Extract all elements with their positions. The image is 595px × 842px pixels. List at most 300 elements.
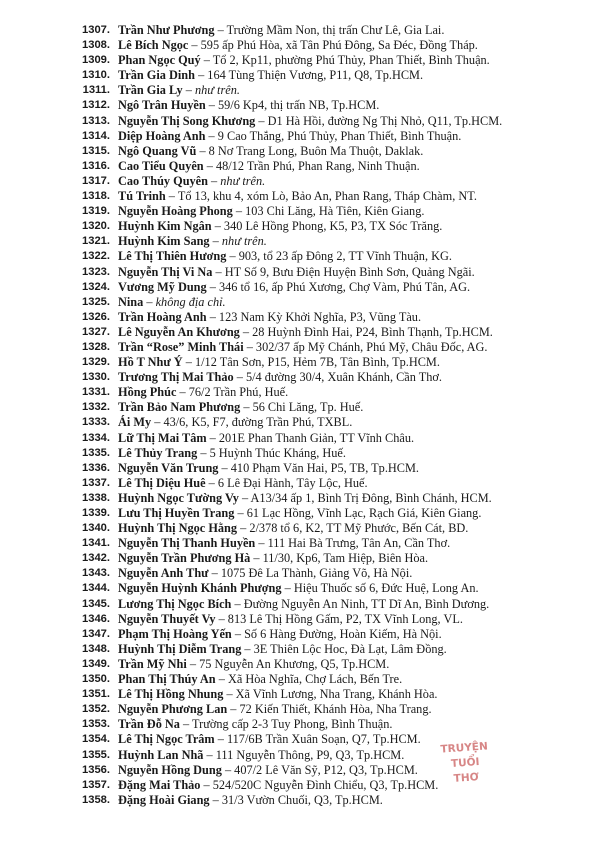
entry-separator: – <box>182 355 195 370</box>
entry-separator: – <box>196 143 209 158</box>
entry-body <box>118 295 585 310</box>
entry-separator: – <box>215 672 228 687</box>
entry-number: 1314. <box>82 129 110 142</box>
list-item <box>0 748 595 763</box>
entry-separator: – <box>200 777 213 792</box>
entry-number: 1324. <box>82 280 110 293</box>
entry-body <box>118 23 585 38</box>
entry-address: 103 Chi Lăng, Hà Tiên, Kiên Giang. <box>245 204 425 219</box>
list-item <box>0 310 595 325</box>
entry-separator: – <box>227 702 240 717</box>
entry-body <box>118 702 585 717</box>
entry-address: 8 Nơ Trang Long, Buôn Ma Thuột, Daklak. <box>208 143 424 158</box>
entry-body <box>118 476 585 491</box>
entry-name: Phạm Thị Hoàng Yến <box>118 626 232 641</box>
entry-name: Hồng Phúc <box>118 385 177 400</box>
list-item <box>0 280 595 295</box>
entry-address: 31/3 Vườn Chuối, Q3, Tp.HCM. <box>221 792 383 807</box>
entry-number: 1340. <box>82 522 110 535</box>
entry-name: Trần Gia Dinh <box>118 68 195 83</box>
entry-number: 1322. <box>82 250 110 263</box>
entry-name: Diệp Hoàng Anh <box>118 128 206 143</box>
entry-separator: – <box>238 490 251 505</box>
entry-separator: – <box>188 38 201 53</box>
entry-separator: – <box>214 732 227 747</box>
entry-number: 1329. <box>82 356 110 369</box>
entry-note: không địa chỉ. <box>155 294 226 309</box>
entry-separator: – <box>221 762 235 777</box>
entry-name: Lữ Thị Mai Tâm <box>118 430 207 445</box>
list-item <box>0 597 595 612</box>
entry-name: Nina <box>118 294 144 309</box>
list-item <box>0 68 595 83</box>
entry-separator: – <box>205 475 218 490</box>
entry-address: Xã Hòa Nghĩa, Chợ Lách, Bến Tre. <box>227 672 403 687</box>
entry-body <box>118 325 585 340</box>
entry-address: 1075 Đê La Thành, Giảng Võ, Hà Nội. <box>220 566 413 581</box>
entry-name: Đặng Hoài Giang <box>118 792 210 807</box>
entry-body <box>118 68 585 83</box>
entry-body <box>118 38 585 53</box>
list-item <box>0 506 595 521</box>
list-item <box>0 38 595 53</box>
entry-address: 72 Kiến Thiết, Khánh Hòa, Nha Trang. <box>239 702 432 717</box>
entry-address: Tổ 2, Kp11, phường Phú Thủy, Phan Thiết, Bình Thuận. <box>212 53 490 68</box>
entry-name: Huỳnh Kim Ngân <box>118 219 212 234</box>
entry-number: 1312. <box>82 99 110 112</box>
entry-separator: – <box>233 370 246 385</box>
entry-number: 1320. <box>82 220 110 233</box>
entry-name: Tú Trinh <box>118 189 166 204</box>
entry-number: 1311. <box>82 84 110 97</box>
watermark-line-2: TUỔI THƠ <box>450 756 480 785</box>
entry-number: 1358. <box>82 793 110 806</box>
entry-number: 1342. <box>82 552 110 565</box>
entry-separator: – <box>214 23 227 37</box>
entry-address: 340 Lê Hồng Phong, K5, P3, TX Sóc Trăng. <box>223 219 443 234</box>
entry-name: Nguyễn Hồng Dung <box>118 762 222 777</box>
entry-body <box>118 189 585 204</box>
entry-name: Trần Bảo Nam Phương <box>118 400 241 415</box>
list-item <box>0 355 595 370</box>
entry-name: Huỳnh Thị Diễm Trang <box>118 641 242 656</box>
list-item <box>0 219 595 234</box>
entry-body <box>118 144 585 159</box>
entry-address: 59/6 Kp4, thị trấn NB, Tp.HCM. <box>217 98 380 113</box>
entry-separator: – <box>223 687 236 702</box>
list-item <box>0 415 595 430</box>
entry-separator: – <box>205 98 218 113</box>
entry-number: 1315. <box>82 144 110 157</box>
list-item <box>0 385 595 400</box>
entry-name: Phan Thị Thúy An <box>118 672 216 687</box>
entry-name: Lê Thị Diệu Huê <box>118 475 206 490</box>
list-item <box>0 732 595 747</box>
entry-body <box>118 114 585 129</box>
entry-separator: – <box>186 656 200 671</box>
entry-number: 1338. <box>82 491 110 504</box>
entry-name: Nguyễn Văn Trung <box>118 460 219 475</box>
entry-number: 1336. <box>82 461 110 474</box>
entry-separator: – <box>209 792 222 807</box>
entry-name: Trần “Rose” Minh Thái <box>118 339 244 354</box>
entry-number: 1355. <box>82 748 110 761</box>
entry-separator: – <box>255 536 268 551</box>
entry-address: 5 Huỳnh Thúc Kháng, Huế. <box>209 445 346 460</box>
entry-name: Ngô Quang Vũ <box>118 143 197 158</box>
entry-body <box>118 778 585 793</box>
entry-separator: – <box>195 68 208 83</box>
entry-number: 1325. <box>82 295 110 308</box>
entry-list <box>0 23 595 808</box>
entry-address: 1/12 Tân Sơn, P15, Hẻm 7B, Tân Bình, Tp.HCM. <box>194 355 440 370</box>
entry-address: 410 Phạm Văn Hai, P5, TB, Tp.HCM. <box>230 460 419 475</box>
list-item <box>0 687 595 702</box>
entry-body <box>118 687 585 702</box>
entry-address: Hiệu Thuốc số 6, Đức Huệ, Long An. <box>293 581 479 596</box>
entry-separator: – <box>234 506 247 520</box>
list-item <box>0 672 595 687</box>
entry-name: Trần Mỹ Nhi <box>118 656 187 671</box>
list-item <box>0 446 595 461</box>
entry-body <box>118 732 585 747</box>
entry-separator: – <box>226 249 239 264</box>
list-item <box>0 144 595 159</box>
entry-separator: – <box>209 234 222 249</box>
entry-number: 1354. <box>82 733 110 746</box>
entry-name: Lương Thị Ngọc Bích <box>118 596 232 611</box>
list-item <box>0 53 595 68</box>
entry-address: D1 Hà Hồi, đường Ng Thị Nhỏ, Q11, Tp.HCM. <box>267 113 503 128</box>
entry-name: Nguyễn Phương Lan <box>118 702 228 717</box>
entry-separator: – <box>205 128 218 143</box>
entry-separator: – <box>206 430 219 445</box>
list-item <box>0 98 595 113</box>
list-item <box>0 83 595 98</box>
entry-number: 1356. <box>82 763 110 776</box>
entry-body <box>118 717 585 732</box>
entry-separator: – <box>255 113 268 128</box>
entry-name: Ngô Trân Huyền <box>118 98 206 113</box>
entry-note: như trên. <box>194 83 240 98</box>
entry-address: 903, tổ 23 ấp Đông 2, TT Vĩnh Thuận, KG. <box>238 249 452 264</box>
entry-body <box>118 566 585 581</box>
entry-body <box>118 385 585 400</box>
entry-address: 75 Nguyễn An Khương, Q5, Tp.HCM. <box>199 656 390 671</box>
entry-body <box>118 521 585 536</box>
list-item <box>0 400 595 415</box>
entry-number: 1346. <box>82 612 110 625</box>
entry-separator: – <box>203 158 216 173</box>
list-item <box>0 129 595 144</box>
entry-address: 201E Phan Thanh Giản, TT Vĩnh Châu. <box>218 430 415 445</box>
entry-body <box>118 506 585 521</box>
entry-name: Ái My <box>118 415 152 430</box>
entry-separator: – <box>231 596 244 611</box>
entry-number: 1308. <box>82 39 110 52</box>
entry-separator: – <box>239 324 253 339</box>
entry-address: 164 Tùng Thiện Vương, P11, Q8, Tp.HCM. <box>207 68 424 83</box>
entry-body <box>118 597 585 612</box>
entry-address: 5/4 đường 30/4, Xuân Khánh, Cần Thơ. <box>245 370 442 385</box>
entry-note: như trên. <box>221 234 267 249</box>
entry-body <box>118 174 585 189</box>
entry-number: 1313. <box>82 114 110 127</box>
entry-separator: – <box>215 611 228 626</box>
entry-separator: – <box>218 460 231 475</box>
entry-separator: – <box>176 385 189 400</box>
entry-separator: – <box>281 581 294 596</box>
list-item <box>0 627 595 642</box>
list-item <box>0 476 595 491</box>
entry-body <box>118 219 585 234</box>
entry-body <box>118 370 585 385</box>
entry-separator: – <box>203 747 216 762</box>
list-item <box>0 325 595 340</box>
list-item <box>0 189 595 204</box>
entry-address: 9 Cao Thắng, Phú Thủy, Phan Thiết, Bình Thuận. <box>217 128 462 143</box>
entry-number: 1317. <box>82 174 110 187</box>
entry-name: Huỳnh Ngọc Tường Vy <box>118 490 239 505</box>
entry-address: 346 tổ 16, ấp Phú Xương, Chợ Vàm, Phú Tân, AG. <box>218 279 471 294</box>
entry-number: 1334. <box>82 431 110 444</box>
entry-number: 1318. <box>82 190 110 203</box>
list-item <box>0 581 595 596</box>
entry-separator: – <box>237 521 250 536</box>
entry-body <box>118 657 585 672</box>
entry-separator: – <box>182 83 195 98</box>
list-item <box>0 536 595 551</box>
entry-name: Huỳnh Kim Sang <box>118 234 210 249</box>
entry-separator: – <box>165 189 178 204</box>
entry-name: Nguyễn Anh Thư <box>118 566 209 581</box>
entry-number: 1330. <box>82 371 110 384</box>
entry-body <box>118 415 585 430</box>
entry-number: 1309. <box>82 54 110 67</box>
entry-address: 76/2 Trần Phú, Huế. <box>188 385 289 400</box>
entry-note: như trên. <box>220 173 266 188</box>
entry-number: 1321. <box>82 235 110 248</box>
watermark-line-1: TRUYỆN <box>440 740 489 756</box>
entry-number: 1341. <box>82 537 110 550</box>
entry-name: Lê Thị Ngọc Trâm <box>118 732 215 747</box>
entry-name: Huỳnh Lan Nhã <box>118 747 204 762</box>
list-item <box>0 612 595 627</box>
entry-separator: – <box>207 173 221 188</box>
entry-body <box>118 536 585 551</box>
entry-name: Trần Hoàng Anh <box>118 309 207 324</box>
entry-separator: – <box>208 566 221 581</box>
entry-address: A13/34 ấp 1, Bình Trị Đông, Bình Chánh, HCM. <box>250 490 492 505</box>
list-item <box>0 23 595 38</box>
entry-body <box>118 627 585 642</box>
entry-name: Cao Tiểu Quyên <box>118 158 204 173</box>
list-item <box>0 265 595 280</box>
entry-name: Nguyễn Thị Vi Na <box>118 264 213 279</box>
list-item <box>0 340 595 355</box>
list-item <box>0 491 595 506</box>
entry-address: 111 Hai Bà Trưng, Tân An, Cần Thơ. <box>267 536 451 551</box>
entry-name: Nguyễn Trần Phương Hà <box>118 551 251 566</box>
list-item <box>0 159 595 174</box>
entry-body <box>118 551 585 566</box>
entry-name: Nguyễn Hoàng Phong <box>118 204 233 219</box>
entry-separator: – <box>250 551 263 566</box>
entry-number: 1327. <box>82 325 110 338</box>
entry-separator: – <box>151 415 164 430</box>
entry-name: Lê Bích Ngọc <box>118 38 189 53</box>
entry-name: Lê Thủy Trang <box>118 445 198 460</box>
entry-address: 56 Chi Lăng, Tp. Huế. <box>252 400 364 415</box>
entry-name: Lưu Thị Huyền Trang <box>118 506 235 520</box>
watermark-stamp <box>439 739 492 785</box>
entry-body <box>118 431 585 446</box>
entry-address: HT Số 9, Bưu Điện Huyện Bình Sơn, Quảng Ngãi. <box>224 264 475 279</box>
entry-address: 61 Lạc Hồng, Vĩnh Lạc, Rạch Giá, Kiên Giang. <box>246 506 482 520</box>
entry-name: Đặng Mai Thảo <box>118 777 201 792</box>
list-item <box>0 249 595 264</box>
entry-number: 1339. <box>82 507 110 519</box>
entry-separator: – <box>240 400 253 415</box>
entry-separator: – <box>143 294 156 309</box>
entry-address: 117/6B Trần Xuân Soạn, Q7, Tp.HCM. <box>226 732 421 747</box>
entry-body <box>118 355 585 370</box>
entry-number: 1332. <box>82 401 110 414</box>
entry-number: 1310. <box>82 69 110 82</box>
entry-body <box>118 642 585 657</box>
entry-number: 1326. <box>82 310 110 323</box>
entry-name: Huỳnh Thị Ngọc Hằng <box>118 521 238 536</box>
entry-name: Lê Thị Hồng Nhung <box>118 687 224 702</box>
list-item <box>0 717 595 732</box>
list-item <box>0 234 595 249</box>
entry-address: 43/6, K5, F7, đường Trần Phú, TXBL. <box>163 415 353 430</box>
entry-body <box>118 340 585 355</box>
entry-address: 3E Thiên Lộc Hoc, Đà Lạt, Lâm Đồng. <box>253 641 447 656</box>
entry-name: Lê Thị Thiên Hương <box>118 249 227 264</box>
list-item <box>0 114 595 129</box>
entry-number: 1352. <box>82 703 110 716</box>
entry-body <box>118 793 585 808</box>
entry-body <box>118 53 585 68</box>
entry-name: Hồ T Như Ý <box>118 355 183 370</box>
entry-separator: – <box>206 309 219 324</box>
entry-number: 1344. <box>82 582 110 595</box>
entry-address: Xã Vĩnh Lương, Nha Trang, Khánh Hòa. <box>235 687 438 702</box>
entry-body <box>118 491 585 506</box>
entry-separator: – <box>232 204 246 219</box>
entry-body <box>118 159 585 174</box>
entry-number: 1343. <box>82 567 110 580</box>
entry-name: Vương Mỹ Dung <box>118 279 207 294</box>
entry-address: 11/30, Kp6, Tam Hiệp, Biên Hòa. <box>262 551 429 566</box>
entry-separator: – <box>243 339 256 354</box>
entry-name: Nguyễn Huỳnh Khánh Phượng <box>118 581 282 596</box>
entry-number: 1307. <box>82 24 110 36</box>
entry-separator: – <box>241 641 254 656</box>
entry-address: 407/2 Lê Văn Sỹ, P12, Q3, Tp.HCM. <box>234 762 418 777</box>
entry-number: 1353. <box>82 718 110 731</box>
entry-number: 1328. <box>82 340 110 353</box>
list-item <box>0 174 595 189</box>
entry-separator: – <box>206 279 219 294</box>
list-item <box>0 763 595 778</box>
entry-body <box>118 581 585 596</box>
entry-number: 1350. <box>82 673 110 686</box>
entry-name: Nguyễn Thị Song Khương <box>118 113 256 128</box>
entry-body <box>118 310 585 325</box>
entry-separator: – <box>179 717 193 732</box>
entry-body <box>118 400 585 415</box>
entry-separator: – <box>211 219 224 234</box>
entry-address: Tổ 13, khu 4, xóm Lò, Bảo An, Phan Rang, Tháp Chàm, NT. <box>177 189 477 204</box>
entry-number: 1316. <box>82 159 110 172</box>
entry-number: 1333. <box>82 416 110 429</box>
entry-name: Nguyễn Thị Thanh Huyền <box>118 536 256 551</box>
list-item <box>0 702 595 717</box>
list-item <box>0 461 595 476</box>
entry-address: 111 Nguyễn Thông, P9, Q3, Tp.HCM. <box>215 747 405 762</box>
entry-address: 2/378 tổ 6, K2, TT Mỹ Phước, Bến Cát, BD. <box>249 521 469 536</box>
entry-address: 595 ấp Phú Hòa, xã Tân Phú Đông, Sa Đéc, Đồng Tháp. <box>200 38 478 53</box>
entry-name: Trần Như Phương <box>118 23 215 37</box>
entry-address: 6 Lê Đại Hành, Tây Lộc, Huế. <box>217 475 368 490</box>
entry-address: 28 Huỳnh Đình Hai, P24, Bình Thạnh, Tp.HCM. <box>252 324 493 339</box>
entry-body <box>118 204 585 219</box>
entry-address: Trường cấp 2-3 Tuy Phong, Bình Thuận. <box>192 717 393 732</box>
entry-address: 123 Nam Kỳ Khởi Nghĩa, P3, Vũng Tàu. <box>218 309 422 324</box>
entry-name: Lê Nguyễn An Khương <box>118 324 240 339</box>
entry-separator: – <box>231 626 245 641</box>
entry-separator: – <box>212 264 225 279</box>
entry-number: 1319. <box>82 205 110 218</box>
entry-address: 813 Lê Thị Hồng Gấm, P2, TX Vĩnh Long, VL. <box>227 611 463 626</box>
entry-address: 302/37 ấp Mỹ Chánh, Phú Mỹ, Châu Đốc, AG. <box>255 339 488 354</box>
entry-name: Cao Thúy Quyên <box>118 173 208 188</box>
list-item <box>0 431 595 446</box>
entry-body <box>118 249 585 264</box>
list-item <box>0 295 595 310</box>
entry-number: 1331. <box>82 386 110 399</box>
entry-separator: – <box>200 53 213 68</box>
entry-number: 1345. <box>82 597 110 610</box>
entry-number: 1351. <box>82 688 110 701</box>
list-item <box>0 778 595 793</box>
entry-number: 1348. <box>82 642 110 655</box>
entry-body <box>118 612 585 627</box>
entry-address: Trường Mầm Non, thị trấn Chư Lê, Gia Lai. <box>226 23 445 37</box>
entry-address: 524/520C Nguyễn Đình Chiểu, Q3, Tp.HCM. <box>212 777 439 792</box>
entry-name: Trần Đỗ Na <box>118 717 180 732</box>
list-item <box>0 204 595 219</box>
entry-address: Số 6 Hàng Đường, Hoàn Kiếm, Hà Nội. <box>244 626 442 641</box>
list-item <box>0 521 595 536</box>
list-item <box>0 642 595 657</box>
entry-body <box>118 265 585 280</box>
entry-address: Đường Nguyễn An Ninh, TT Dĩ An, Bình Dương. <box>243 596 490 611</box>
entry-body <box>118 234 585 249</box>
entry-separator: – <box>197 445 210 460</box>
entry-number: 1323. <box>82 265 110 278</box>
entry-name: Phan Ngọc Quý <box>118 53 201 68</box>
list-item <box>0 566 595 581</box>
entry-body <box>118 672 585 687</box>
entry-number: 1337. <box>82 476 110 489</box>
list-item <box>0 793 595 808</box>
entry-body <box>118 748 585 763</box>
entry-name: Nguyễn Thuyết Vy <box>118 611 216 626</box>
entry-number: 1349. <box>82 657 110 670</box>
